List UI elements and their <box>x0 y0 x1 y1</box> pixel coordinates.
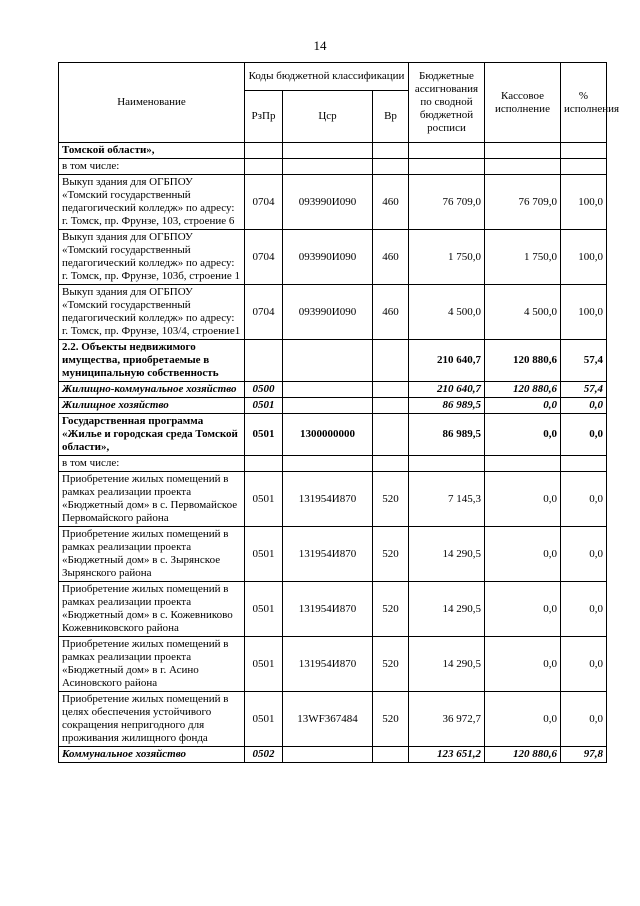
header-codes: Коды бюджетной классификации <box>245 63 409 91</box>
cell-rzpr: 0704 <box>245 175 283 230</box>
cell-name: Приобретение жилых помещений в целях обеспечения устойчивого сокращения непригодного для проживания жилищного фонда <box>59 692 245 747</box>
table-row <box>59 159 607 175</box>
cell-percent: 57,4 <box>561 340 607 382</box>
cell-rzpr <box>245 159 283 175</box>
cell-rzpr <box>245 143 283 159</box>
cell-name: Приобретение жилых помещений в рамках реализации проекта «Бюджетный дом» в г. Асино Асиновского района <box>59 637 245 692</box>
cell-cash <box>485 159 561 175</box>
cell-percent: 57,4 <box>561 382 607 398</box>
header-vr: Вр <box>373 91 409 143</box>
cell-csr: 093990И090 <box>283 230 373 285</box>
table-row <box>59 582 607 637</box>
header-cash: Кассовое исполнение <box>485 63 561 143</box>
header-percent: % исполнения <box>561 63 607 143</box>
cell-name: в том числе: <box>59 456 245 472</box>
cell-vr <box>373 747 409 763</box>
table-row <box>59 472 607 527</box>
cell-name: Выкуп здания для ОГБПОУ «Томский государственный педагогический колледж» по адресу: г. Томск, пр. Фрунзе, 103, строение 6 <box>59 175 245 230</box>
cell-name: Жилищно-коммунальное хозяйство <box>59 382 245 398</box>
cell-percent: 0,0 <box>561 637 607 692</box>
cell-name: 2.2. Объекты недвижимого имущества, приобретаемые в муниципальную собственность <box>59 340 245 382</box>
header-name: Наименование <box>59 63 245 143</box>
cell-vr <box>373 382 409 398</box>
cell-vr <box>373 414 409 456</box>
cell-budget: 14 290,5 <box>409 582 485 637</box>
cell-vr: 460 <box>373 175 409 230</box>
cell-percent: 0,0 <box>561 527 607 582</box>
cell-budget: 14 290,5 <box>409 527 485 582</box>
cell-percent: 0,0 <box>561 692 607 747</box>
cell-budget: 1 750,0 <box>409 230 485 285</box>
cell-vr: 460 <box>373 230 409 285</box>
cell-name: Жилищное хозяйство <box>59 398 245 414</box>
cell-name: Выкуп здания для ОГБПОУ «Томский государственный педагогический колледж» по адресу: г. Томск, пр. Фрунзе, 103б, строение 1 <box>59 230 245 285</box>
header-budget: Бюджетные ассигнования по сводной бюджетной росписи <box>409 63 485 143</box>
cell-cash: 0,0 <box>485 414 561 456</box>
cell-vr: 520 <box>373 637 409 692</box>
cell-budget <box>409 159 485 175</box>
header-csr: Цср <box>283 91 373 143</box>
cell-csr: 1300000000 <box>283 414 373 456</box>
table-row <box>59 456 607 472</box>
cell-percent: 0,0 <box>561 582 607 637</box>
page-number: 14 <box>313 38 327 53</box>
header-rzpr: РзПр <box>245 91 283 143</box>
cell-budget: 14 290,5 <box>409 637 485 692</box>
cell-percent: 0,0 <box>561 398 607 414</box>
cell-csr <box>283 398 373 414</box>
cell-percent: 100,0 <box>561 230 607 285</box>
cell-csr: 093990И090 <box>283 285 373 340</box>
cell-vr <box>373 143 409 159</box>
cell-cash: 4 500,0 <box>485 285 561 340</box>
table-row <box>59 527 607 582</box>
cell-cash: 76 709,0 <box>485 175 561 230</box>
table-row <box>59 414 607 456</box>
cell-rzpr: 0704 <box>245 285 283 340</box>
cell-cash: 1 750,0 <box>485 230 561 285</box>
cell-vr: 460 <box>373 285 409 340</box>
cell-csr: 093990И090 <box>283 175 373 230</box>
cell-rzpr: 0501 <box>245 582 283 637</box>
cell-budget: 36 972,7 <box>409 692 485 747</box>
cell-name: Приобретение жилых помещений в рамках реализации проекта «Бюджетный дом» в с. Зырянское Зырянского района <box>59 527 245 582</box>
cell-cash <box>485 456 561 472</box>
cell-cash: 120 880,6 <box>485 747 561 763</box>
cell-vr <box>373 398 409 414</box>
cell-cash: 120 880,6 <box>485 340 561 382</box>
cell-percent <box>561 159 607 175</box>
table-row <box>59 382 607 398</box>
cell-budget <box>409 143 485 159</box>
cell-csr <box>283 159 373 175</box>
cell-csr: 131954И870 <box>283 527 373 582</box>
table-row <box>59 285 607 340</box>
cell-csr <box>283 143 373 159</box>
cell-budget: 4 500,0 <box>409 285 485 340</box>
cell-vr: 520 <box>373 472 409 527</box>
cell-budget: 123 651,2 <box>409 747 485 763</box>
cell-name: Коммунальное хозяйство <box>59 747 245 763</box>
cell-percent: 100,0 <box>561 285 607 340</box>
table-row <box>59 230 607 285</box>
cell-cash <box>485 143 561 159</box>
cell-cash: 0,0 <box>485 398 561 414</box>
cell-vr <box>373 456 409 472</box>
cell-percent: 100,0 <box>561 175 607 230</box>
cell-rzpr: 0500 <box>245 382 283 398</box>
cell-rzpr <box>245 340 283 382</box>
cell-name: Государственная программа «Жилье и городская среда Томской области», <box>59 414 245 456</box>
cell-rzpr: 0501 <box>245 414 283 456</box>
cell-csr <box>283 747 373 763</box>
cell-rzpr: 0502 <box>245 747 283 763</box>
cell-percent <box>561 143 607 159</box>
cell-vr: 520 <box>373 527 409 582</box>
cell-rzpr: 0501 <box>245 692 283 747</box>
cell-csr: 131954И870 <box>283 637 373 692</box>
cell-cash: 120 880,6 <box>485 382 561 398</box>
cell-name: Приобретение жилых помещений в рамках реализации проекта «Бюджетный дом» в с. Кожевниково Кожевниковского района <box>59 582 245 637</box>
cell-percent: 97,8 <box>561 747 607 763</box>
table-row <box>59 143 607 159</box>
cell-vr: 520 <box>373 582 409 637</box>
cell-rzpr: 0501 <box>245 527 283 582</box>
cell-rzpr: 0501 <box>245 637 283 692</box>
cell-csr <box>283 340 373 382</box>
cell-budget: 210 640,7 <box>409 340 485 382</box>
table-row <box>59 637 607 692</box>
table-row <box>59 340 607 382</box>
budget-table <box>58 62 620 763</box>
cell-csr: 13WF367484 <box>283 692 373 747</box>
cell-budget: 210 640,7 <box>409 382 485 398</box>
cell-csr <box>283 382 373 398</box>
cell-budget: 7 145,3 <box>409 472 485 527</box>
cell-cash: 0,0 <box>485 582 561 637</box>
table-row <box>59 175 607 230</box>
cell-vr: 520 <box>373 692 409 747</box>
cell-budget <box>409 456 485 472</box>
cell-rzpr: 0501 <box>245 398 283 414</box>
cell-csr: 131954И870 <box>283 472 373 527</box>
cell-cash: 0,0 <box>485 692 561 747</box>
cell-percent <box>561 456 607 472</box>
cell-percent: 0,0 <box>561 472 607 527</box>
cell-budget: 86 989,5 <box>409 398 485 414</box>
table-row <box>59 692 607 747</box>
cell-vr <box>373 159 409 175</box>
cell-rzpr: 0704 <box>245 230 283 285</box>
cell-rzpr <box>245 456 283 472</box>
cell-name: Приобретение жилых помещений в рамках реализации проекта «Бюджетный дом» в с. Первомайское Первомайского района <box>59 472 245 527</box>
cell-cash: 0,0 <box>485 637 561 692</box>
table-row <box>59 747 607 763</box>
cell-cash: 0,0 <box>485 527 561 582</box>
cell-vr <box>373 340 409 382</box>
cell-csr <box>283 456 373 472</box>
table-row <box>59 398 607 414</box>
cell-name: Томской области», <box>59 143 245 159</box>
cell-rzpr: 0501 <box>245 472 283 527</box>
cell-percent: 0,0 <box>561 414 607 456</box>
cell-csr: 131954И870 <box>283 582 373 637</box>
cell-budget: 76 709,0 <box>409 175 485 230</box>
cell-name: в том числе: <box>59 159 245 175</box>
cell-name: Выкуп здания для ОГБПОУ «Томский государственный педагогический колледж» по адресу: г. Томск, пр. Фрунзе, 103/4, строение1 <box>59 285 245 340</box>
cell-budget: 86 989,5 <box>409 414 485 456</box>
cell-cash: 0,0 <box>485 472 561 527</box>
